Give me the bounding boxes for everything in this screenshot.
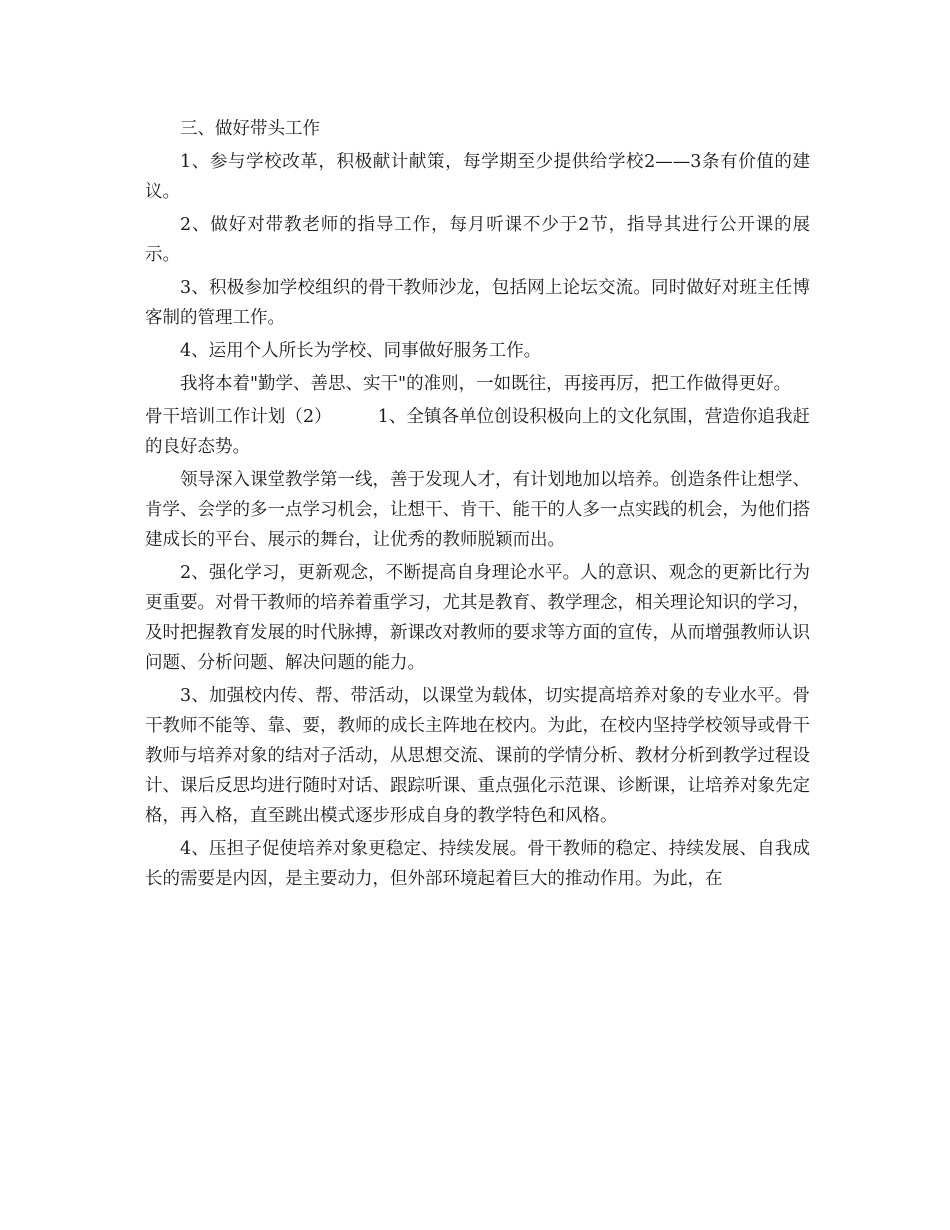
paragraph: 我将本着"勤学、善思、实干"的准则，一如既往，再接再厉，把工作做得更好。: [180, 374, 792, 394]
section-heading: 三、做好带头工作: [180, 119, 320, 139]
paragraph: 领导深入课堂教学第一线，善于发现人才，有计划地加以培养。创造条件让想学、肯学、会学的多一点学习机会，让想干、肯干、能干的人多一点实践的机会，为他们搭建成长的平台、展示的舞台，让优秀的教师脱颖而出。: [145, 470, 810, 550]
paragraph: 2、做好对带教老师的指导工作，每月听课不少于2节，指导其进行公开课的展示。: [145, 215, 810, 265]
paragraph: 2、强化学习，更新观念，不断提高自身理论水平。人的意识、观念的更新比行为更重要。对骨干教师的培养着重学习，尤其是教育、教学理念，相关理论知识的学习，及时把握教育发展的时代脉搏，新课改对教师的要求等方面的宣传，从而增强教师认识问题、分析问题、解决问题的能力。: [145, 563, 810, 673]
paragraph: 3、积极参加学校组织的骨干教师沙龙，包括网上论坛交流。同时做好对班主任博客制的管理工作。: [145, 278, 810, 328]
paragraph-with-heading: [145, 402, 810, 462]
plan-heading: 骨干培训工作计划（2）: [145, 407, 332, 427]
paragraph: 4、运用个人所长为学校、同事做好服务工作。: [180, 341, 542, 361]
paragraph: 4、压担子促使培养对象更稳定、持续发展。骨干教师的稳定、持续发展、自我成长的需要是内因，是主要动力，但外部环境起着巨大的推动作用。为此，在: [145, 839, 810, 889]
document-page: [145, 114, 810, 897]
paragraph-text: 1、全镇各单位创设积极向上的文化氛围，营造你追我赶的良好态势。: [145, 407, 810, 457]
paragraph: 1、参与学校改革，积极献计献策，每学期至少提供给学校2——3条有价值的建议。: [145, 152, 810, 202]
paragraph: 3、加强校内传、帮、带活动，以课堂为载体，切实提高培养对象的专业水平。骨干教师不能等、靠、要，教师的成长主阵地在校内。为此，在校内坚持学校领导或骨干教师与培养对象的结对子活动，从思想交流、课前的学情分析、教材分析到教学过程设计、课后反思均进行随时对话、跟踪听课、重点强化示范课、诊断课，让培养对象先定格，再入格，直至跳出模式逐步形成自身的教学特色和风格。: [145, 686, 810, 826]
